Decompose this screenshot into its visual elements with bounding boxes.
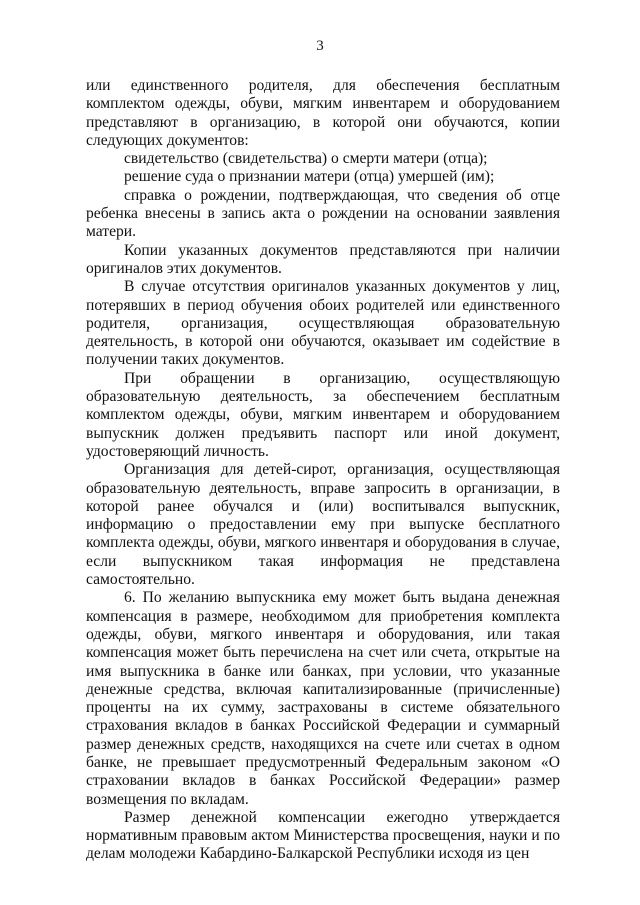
paragraph: В случае отсутствия оригиналов указанных документов у лиц, потерявших в период обучения обоих родителей или единственного родителя, организация, осуществляющая образовательную деятельность, в которой они обучаются, оказывает им содействие в получении таких документов. [86, 278, 560, 369]
paragraph: Копии указанных документов представляются при наличии оригиналов этих документов. [86, 241, 560, 277]
page-number: 3 [316, 38, 324, 54]
document-body [86, 77, 560, 864]
paragraph: решение суда о признании матери (отца) умершей (им); [124, 168, 495, 186]
paragraph: справка о рождении, подтверждающая, что сведения об отце ребенка внесены в запись акта о рождении на основании заявления матери. [86, 186, 560, 241]
paragraph: 6. По желанию выпускника ему может быть выдана денежная компенсация в размере, необходимом для приобретения комплекта одежды, обуви, мягкого инвентаря и оборудования, или такая компенсация может быть перечислена на счет или счета, открытые на имя выпускника в банке или банках, при условии, что указанные денежные средства, включая капитализированные (причисленные) проценты на их сумму, застрахованы в системе обязательного страхования вкладов в банках Российской Федерации и суммарный размер денежных средств, находящихся на счете или счетах в одном банке, не превышает предусмотренный Федеральным законом «О страховании вкладов в банках Российской Федерации» размер возмещения по вкладам. [86, 589, 560, 808]
paragraph: Размер денежной компенсации ежегодно утверждается нормативным правовым актом Министерства просвещения, науки и по делам молодежи Кабардино-Балкарской Республики исходя из цен [86, 808, 560, 863]
paragraph: или единственного родителя, для обеспечения бесплатным комплектом одежды, обуви, мягким инвентарем и оборудованием представляют в организацию, в которой они обучаются, копии следующих документов: [86, 77, 560, 149]
paragraph: Организация для детей-сирот, организация, осуществляющая образовательную деятельность, вправе запросить в организации, в которой ранее обучался и (или) воспитывался выпускник, информацию о предоставлении ему при выпуске бесплатного комплекта одежды, обуви, мягкого инвентаря и оборудования в случае, если выпускником такая информация не представлена самостоятельно. [86, 461, 560, 589]
paragraph: свидетельство (свидетельства) о смерти матери (отца); [124, 150, 488, 168]
paragraph: При обращении в организацию, осуществляющую образовательную деятельность, за обеспечением бесплатным комплектом одежды, обуви, мягким инвентарем и оборудованием выпускник должен предъявить паспорт или иной документ, удостоверяющий личность. [86, 369, 560, 460]
